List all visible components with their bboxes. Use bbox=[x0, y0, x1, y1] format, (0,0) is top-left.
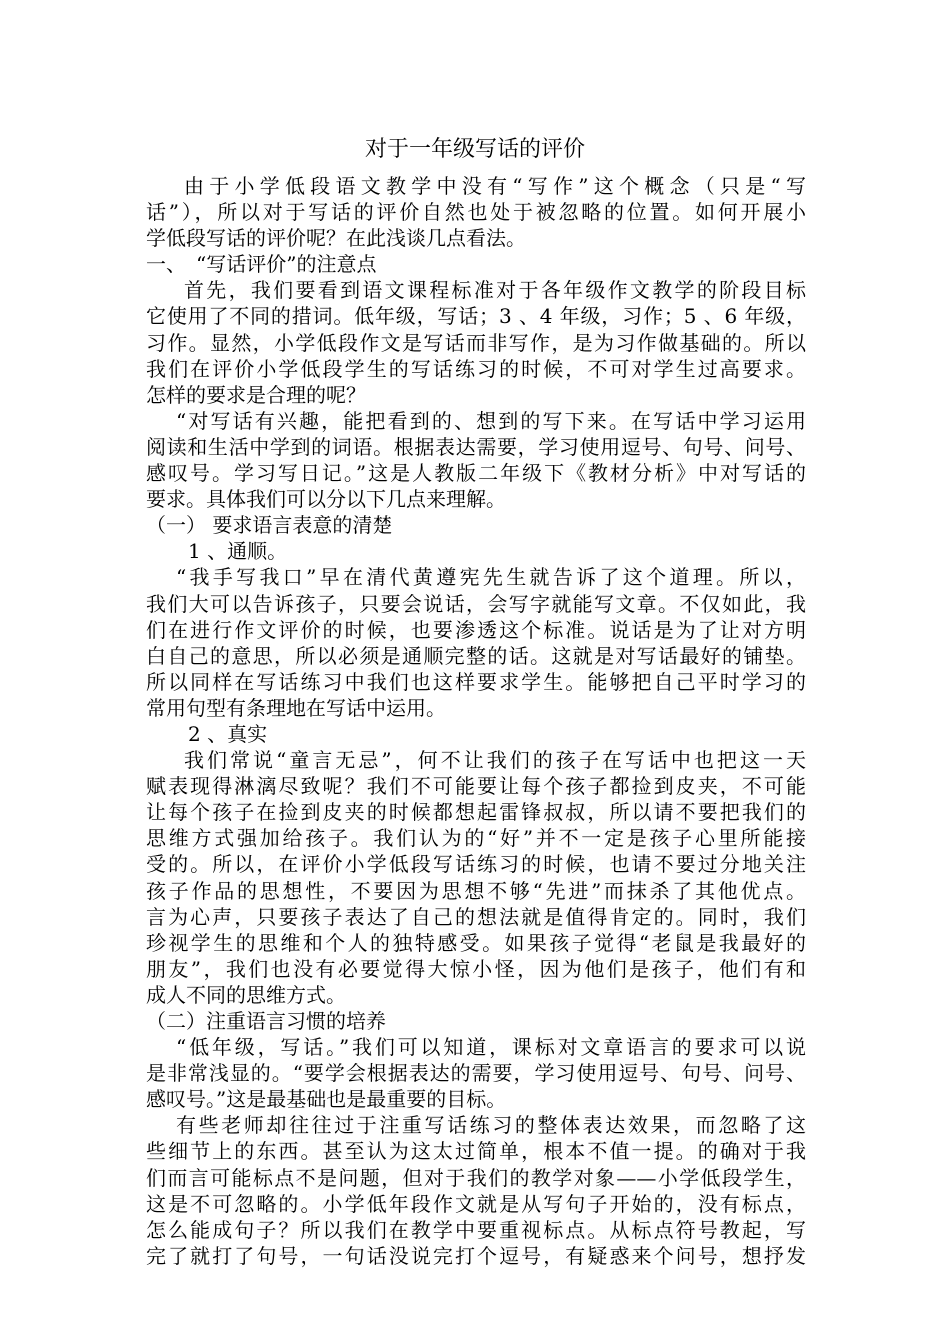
text-line: “低年级，写话。”我们可以知道，课标对文章语言的要求可以说 bbox=[176, 1035, 806, 1060]
text-line: 它使用了不同的措词。低年级，写话；3 、4 年级，习作；5 、6 年级， bbox=[146, 304, 806, 329]
text-line: 话”），所以对于写话的评价自然也处于被忽略的位置。如何开展小 bbox=[146, 200, 806, 225]
text-line: 1 、通顺。 bbox=[188, 539, 288, 564]
text-line: 赋表现得淋漓尽致呢？我们不可能要让每个孩子都捡到皮夹，不可能 bbox=[146, 774, 806, 799]
text-line: 怎样的要求是合理的呢？ bbox=[146, 382, 366, 407]
text-line: 2 、真实 bbox=[188, 721, 268, 746]
text-line: （二）注重语言习惯的培养 bbox=[146, 1009, 386, 1033]
text-line: 珍视学生的思维和个人的独特感受。如果孩子觉得“老鼠是我最好的 bbox=[146, 930, 806, 955]
text-line: 感叹号。”这是最基础也是最重要的目标。 bbox=[146, 1087, 507, 1112]
text-line: “对写话有兴趣，能把看到的、想到的写下来。在写话中学习运用 bbox=[176, 408, 806, 433]
text-line: 孩子作品的思想性，不要因为思想不够“先进”而抹杀了其他优点。 bbox=[146, 878, 806, 903]
text-line: 阅读和生活中学到的词语。根据表达需要，学习使用逗号、句号、问号、 bbox=[146, 434, 806, 459]
text-line: 言为心声，只要孩子表达了自己的想法就是值得肯定的。同时，我们 bbox=[146, 904, 806, 929]
text-line: 怎么能成句子？所以我们在教学中要重视标点。从标点符号教起，写 bbox=[146, 1217, 806, 1242]
text-line: 学低段写话的评价呢？在此浅谈几点看法。 bbox=[146, 226, 526, 251]
text-line: （一） 要求语言表意的清楚 bbox=[146, 513, 393, 538]
text-line: 们在进行作文评价的时候，也要渗透这个标准。说话是为了让对方明 bbox=[146, 617, 806, 642]
text-line: 些细节上的东西。甚至认为这太过简单，根本不值一提。的确对于我 bbox=[146, 1139, 806, 1164]
text-line: 习作。显然，小学低段作文是写话而非写作，是为习作做基础的。所以 bbox=[146, 330, 806, 355]
text-line: 一、 “写话评价”的注意点 bbox=[146, 252, 377, 277]
text-line: 我们常说“童言无忌”，何不让我们的孩子在写话中也把这一天 bbox=[184, 748, 806, 773]
text-line: 这是不可忽略的。小学低年段作文就是从写句子开始的，没有标点， bbox=[146, 1191, 806, 1216]
text-line: 感叹号。学习写日记。”这是人教版二年级下《教材分析》中对写话的 bbox=[146, 461, 806, 486]
document-title: 对于一年级写话的评价 bbox=[364, 137, 585, 162]
text-line: 让每个孩子在捡到皮夹的时候都想起雷锋叔叔，所以请不要把我们的 bbox=[146, 800, 806, 825]
document-body bbox=[146, 173, 806, 1269]
text-line: 由于小学低段语文教学中没有“写作”这个概念（只是“写 bbox=[184, 174, 806, 198]
text-line: 朋友”，我们也没有必要觉得大惊小怪，因为他们是孩子，他们有和 bbox=[146, 956, 806, 981]
text-line: 我们大可以告诉孩子，只要会说话，会写字就能写文章。不仅如此，我 bbox=[146, 591, 806, 616]
text-line: 完了就打了句号，一句话没说完打个逗号，有疑惑来个问号，想抒发 bbox=[146, 1243, 806, 1268]
text-line: 成人不同的思维方式。 bbox=[146, 982, 346, 1007]
text-line: 是非常浅显的。“要学会根据表达的需要，学习使用逗号、句号、问号、 bbox=[146, 1061, 806, 1086]
text-line: 们而言可能标点不是问题，但对于我们的教学对象——小学低段学生， bbox=[146, 1165, 806, 1190]
text-line: 白自己的意思，所以必须是通顺完整的话。这就是对写话最好的铺垫。 bbox=[146, 643, 806, 668]
text-line: 常用句型有条理地在写话中运用。 bbox=[146, 695, 446, 720]
text-line: 要求。具体我们可以分以下几点来理解。 bbox=[146, 487, 506, 512]
text-line: 思维方式强加给孩子。我们认为的“好”并不一定是孩子心里所能接 bbox=[146, 826, 806, 851]
text-line: 首先，我们要看到语文课程标准对于各年级作文教学的阶段目标 bbox=[184, 278, 806, 303]
text-line: 有些老师却往往过于注重写话练习的整体表达效果，而忽略了这 bbox=[176, 1113, 806, 1138]
text-line: 受的。所以，在评价小学低段写话练习的时候，也请不要过分地关注 bbox=[146, 852, 806, 877]
text-line: 所以同样在写话练习中我们也这样要求学生。能够把自己平时学习的 bbox=[146, 669, 806, 694]
text-line: 我们在评价小学低段学生的写话练习的时候，不可对学生过高要求。 bbox=[146, 356, 806, 381]
text-line: “我手写我口”早在清代黄遵宪先生就告诉了这个道理。所以， bbox=[176, 565, 806, 590]
